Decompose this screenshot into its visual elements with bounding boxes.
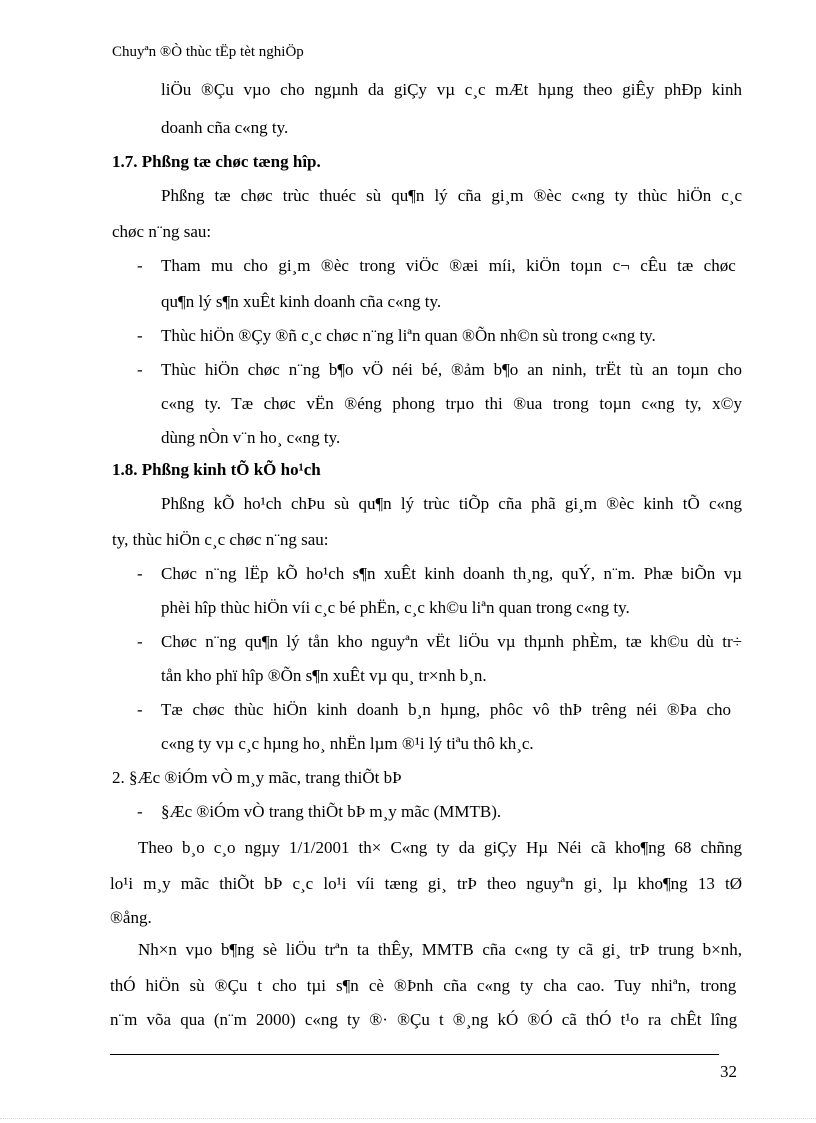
text-line: Thùc hiÖn chøc n¨ng b¶o vÖ néi bé, ®ảm b¶o an ninh, trËt tù an toµn cho — [161, 360, 742, 379]
text-line: Theo b¸o c¸o ngµy 1/1/2001 th× C«ng ty da giÇy Hµ Néi cã kho¶ng 68 chñng — [138, 838, 742, 857]
bullet-dash: - — [137, 632, 143, 651]
text-line: Nh×n vµo b¶ng sè liÖu trªn ta thÊy, MMTB cña c«ng ty cã gi¸ trÞ trung b×nh, — [138, 940, 742, 959]
running-header: Chuyªn ®Ò thùc tËp tèt nghiÖp — [112, 44, 304, 60]
text-line: ty, thùc hiÖn c¸c chøc n¨ng sau: — [112, 530, 329, 549]
text-line: Chøc n¨ng qu¶n lý tån kho nguyªn vËt liÖu vµ thµnh phÈm, tæ kh©u dù tr÷ — [161, 632, 742, 651]
text-line: lo¹i m¸y mãc thiÕt bÞ c¸c lo¹i víi tæng gi¸ trÞ theo nguyªn gi¸ lµ kho¶ng 13 tØ — [110, 874, 742, 893]
text-line: 2. §Æc ®iÓm vÒ m¸y mãc, trang thiÕt bÞ — [112, 768, 402, 787]
bullet-dash: - — [137, 326, 143, 345]
bullet-dash: - — [137, 700, 143, 719]
text-line: chøc n¨ng sau: — [112, 222, 212, 241]
text-line: thÓ hiÖn sù ®Çu t cho tµi s¶n cè ®Þnh cña c«ng ty cha cao. Tuy nhiªn, trong — [110, 976, 737, 995]
text-line: Chøc n¨ng lËp kÕ ho¹ch s¶n xuÊt kinh doanh th¸ng, quÝ, n¨m. Phæ biÕn vµ — [161, 564, 742, 583]
text-line: ®ång. — [110, 908, 152, 927]
text-line: c«ng ty vµ c¸c hµng ho¸ nhËn lµm ®¹i lý tiªu thô kh¸c. — [161, 734, 534, 753]
text-line: liÖu ®Çu vµo cho ngµnh da giÇy vµ c¸c mÆt hµng theo giÊy phÐp kinh — [161, 80, 742, 99]
bullet-dash: - — [137, 360, 143, 379]
text-line: 1.8. Phßng kinh tÕ kÕ ho¹ch — [112, 460, 321, 479]
bullet-dash: - — [137, 564, 143, 583]
bullet-dash: - — [137, 802, 143, 821]
footer-rule — [110, 1054, 719, 1055]
text-line: tån kho phï hîp ®Õn s¶n xuÊt vµ qu¸ tr×nh b¸n. — [161, 666, 487, 685]
text-line: phèi hîp thùc hiÖn víi c¸c bé phËn, c¸c kh©u liªn quan trong c«ng ty. — [161, 598, 630, 617]
page-number: 32 — [720, 1062, 737, 1081]
text-line: Phßng tæ chøc trùc thuéc sù qu¶n lý cña gi¸m ®èc c«ng ty thùc hiÖn c¸c — [161, 186, 742, 205]
text-line: Thùc hiÖn ®Çy ®ñ c¸c chøc n¨ng liªn quan ®Õn nh©n sù trong c«ng ty. — [161, 326, 656, 345]
text-line: qu¶n lý s¶n xuÊt kinh doanh cña c«ng ty. — [161, 292, 442, 311]
bullet-dash: - — [137, 256, 143, 275]
text-line: §Æc ®iÓm vÒ trang thiÕt bÞ m¸y mãc (MMTB). — [161, 802, 502, 821]
text-line: n¨m võa qua (n¨m 2000) c«ng ty ®· ®Çu t ®¸ng kÓ ®Ó cã thÓ t¹o ra chÊt lîng — [110, 1010, 738, 1029]
text-line: Phßng kÕ ho¹ch chÞu sù qu¶n lý trùc tiÕp cña phã gi¸m ®èc kinh tÕ c«ng — [161, 494, 742, 513]
text-line: Tæ chøc thùc hiÖn kinh doanh b¸n hµng, phôc vô thÞ trêng néi ®Þa cho — [161, 700, 732, 719]
page-edge — [0, 1118, 816, 1119]
text-line: dùng nÒn v¨n ho¸ c«ng ty. — [161, 428, 341, 447]
text-line: doanh cña c«ng ty. — [161, 118, 289, 137]
text-line: 1.7. Phßng tæ chøc tæng hîp. — [112, 152, 321, 171]
text-line: Tham mu cho gi¸m ®èc trong viÖc ®æi míi, kiÖn toµn c¬ cÊu tæ chøc — [161, 256, 736, 275]
text-line: c«ng ty. Tæ chøc vËn ®éng phong trµo thi ®ua trong toµn c«ng ty, x©y — [161, 394, 742, 413]
